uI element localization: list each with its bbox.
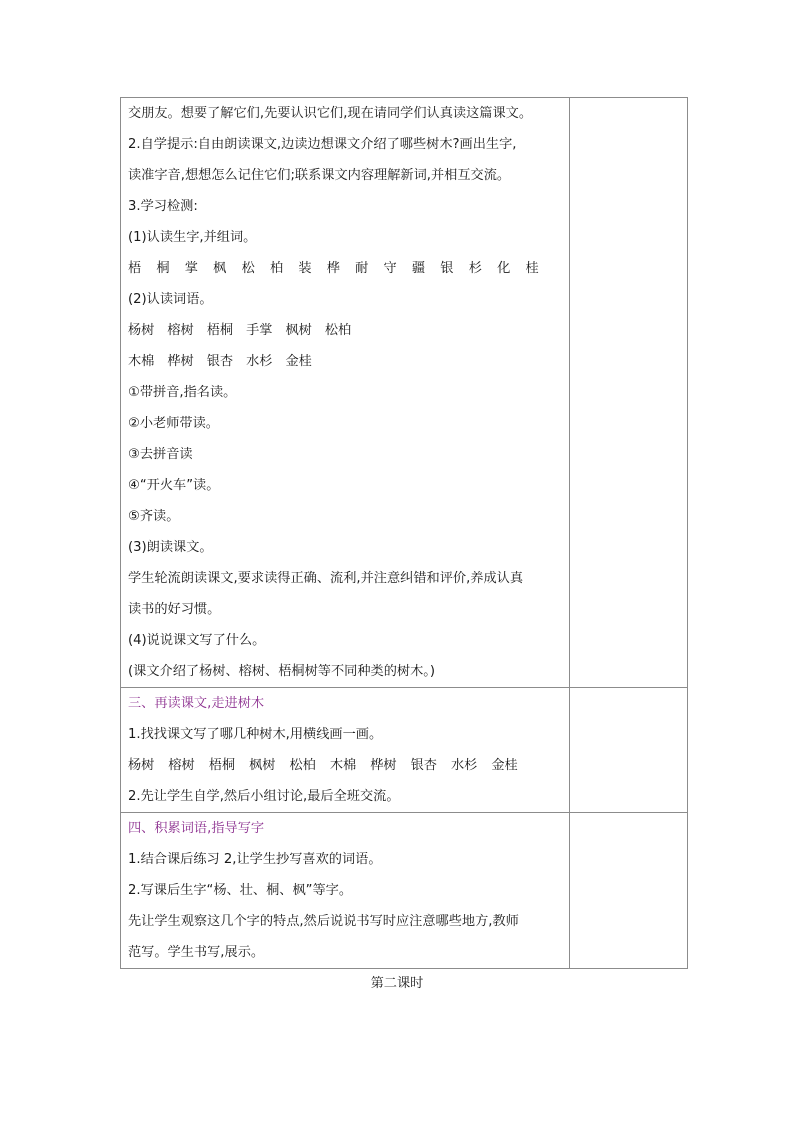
word: 桦树: [370, 758, 397, 773]
character: 桦: [326, 261, 340, 276]
text-line: (4)说说课文写了什么。: [128, 633, 266, 648]
text-line: 学生轮流朗读课文,要求读得正确、流利,并注意纠错和评价,养成认真: [128, 571, 524, 586]
table-row: [121, 98, 688, 688]
text-line: ④“开火车”读。: [128, 478, 220, 493]
word: 杨树: [128, 323, 155, 338]
tree-list-row: [128, 750, 563, 781]
notes-cell: [570, 813, 688, 969]
text-line: 先让学生观察这几个字的特点,然后说说书写时应注意哪些地方,教师: [128, 914, 519, 929]
character: 梧: [128, 261, 142, 276]
lesson-period-title: 第二课时: [370, 976, 424, 991]
table-row: [121, 688, 688, 813]
word: 梧桐: [208, 758, 236, 773]
text-line: 1.结合课后练习 2,让学生抄写喜欢的词语。: [128, 852, 382, 867]
text-line: 交朋友。想要了解它们,先要认识它们,现在请同学们认真读这篇课文。: [128, 106, 533, 121]
word: 水杉: [246, 354, 273, 369]
word: 松柏: [289, 758, 316, 773]
character: 桐: [156, 261, 170, 276]
text-line: 2.自学提示:自由朗读课文,边读边想课文介绍了哪些树木?画出生字,: [128, 137, 517, 152]
words-row: [128, 346, 563, 377]
character: 银: [440, 261, 454, 276]
word: 榕树: [167, 323, 194, 338]
words-row: [128, 315, 563, 346]
text-line: 1.找找课文写了哪几种树木,用横线画一画。: [128, 727, 383, 742]
word: 水杉: [451, 758, 478, 773]
notes-cell: [570, 688, 688, 813]
character: 守: [383, 261, 397, 276]
table-row: [121, 813, 688, 969]
character: 耐: [355, 261, 369, 276]
word: 木棉: [329, 758, 357, 773]
text-line: (1)认读生字,并组词。: [128, 230, 257, 245]
character: 松: [241, 261, 255, 276]
character: 掌: [184, 261, 198, 276]
word: 银杏: [206, 354, 234, 369]
word: 松柏: [324, 323, 352, 338]
notes-cell: [570, 98, 688, 688]
content-cell: [121, 98, 570, 688]
text-line: 2.写课后生字“杨、壮、桐、枫”等字。: [128, 883, 353, 898]
text-line: 读准字音,想想怎么记住它们;联系课文内容理解新词,并相互交流。: [128, 168, 511, 183]
word: 枫树: [249, 758, 276, 773]
character: 桂: [525, 261, 539, 276]
word: 银杏: [410, 758, 437, 773]
lesson-plan-table: [120, 97, 688, 969]
text-line: ⑤齐读。: [128, 509, 180, 524]
word: 枫树: [285, 323, 312, 338]
character: 柏: [269, 261, 284, 276]
word: 木棉: [128, 354, 155, 369]
text-line: (3)朗读课文。: [128, 540, 213, 555]
text-line: ①带拼音,指名读。: [128, 385, 237, 400]
text-line: (2)认读词语。: [128, 292, 213, 307]
text-line: 3.学习检测:: [128, 199, 198, 214]
section-heading: 四、积累词语,指导写字: [128, 821, 265, 836]
text-line: 范写。学生书写,展示。: [128, 945, 265, 960]
text-line: (课文介绍了杨树、榕树、梧桐树等不同种类的树木。): [128, 664, 436, 679]
word: 榕树: [168, 758, 195, 773]
character: 枫: [213, 261, 227, 276]
word: 桦树: [167, 354, 194, 369]
new-characters-row: [128, 253, 563, 284]
text-line: ③去拼音读: [128, 447, 193, 462]
character: 化: [497, 261, 511, 276]
content-cell: [121, 688, 570, 813]
word: 杨树: [128, 758, 155, 773]
word: 金桂: [491, 758, 518, 773]
character: 疆: [411, 261, 426, 276]
text-line: 2.先让学生自学,然后小组讨论,最后全班交流。: [128, 789, 400, 804]
text-line: ②小老师带读。: [128, 416, 219, 431]
word: 金桂: [285, 354, 312, 369]
character: 杉: [468, 261, 482, 276]
word: 手掌: [246, 323, 273, 338]
content-cell: [121, 813, 570, 969]
text-line: 读书的好习惯。: [128, 602, 221, 617]
section-heading: 三、再读课文,走进树木: [128, 696, 265, 711]
word: 梧桐: [206, 323, 234, 338]
character: 装: [298, 261, 312, 276]
